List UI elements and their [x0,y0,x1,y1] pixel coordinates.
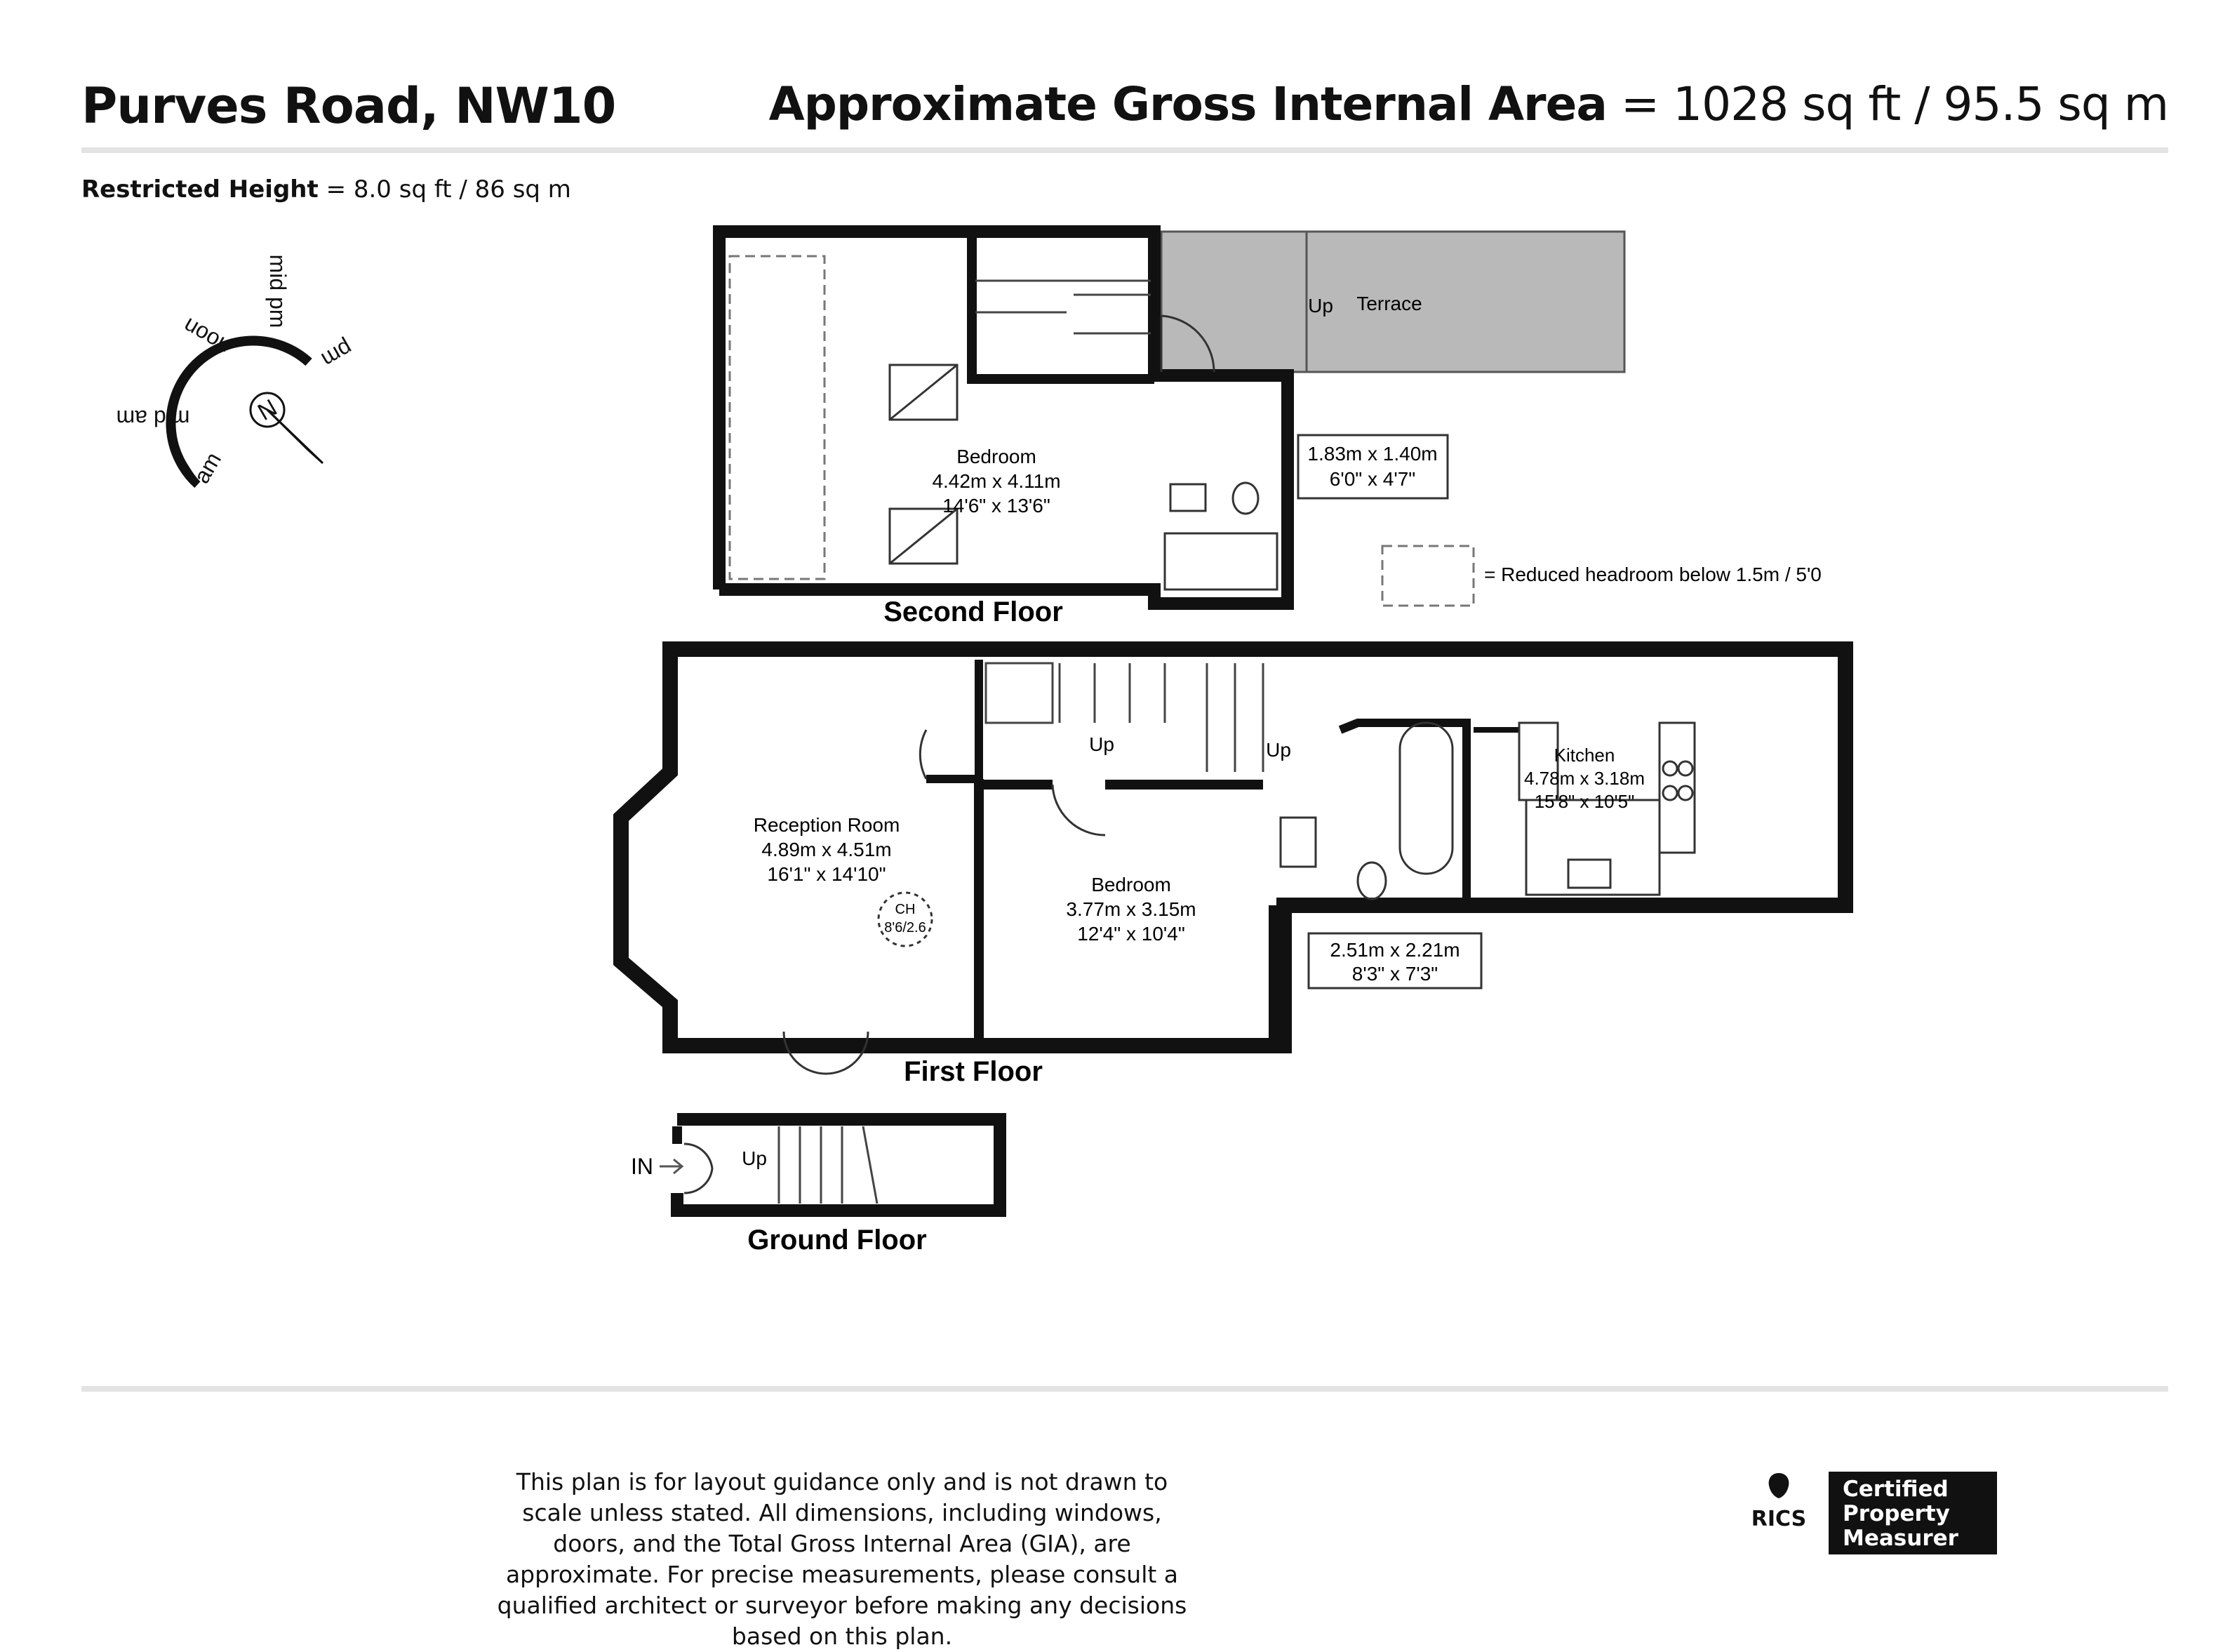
compass-arc [171,340,309,484]
ground-floor [631,1119,1000,1255]
bedroom-2f-imperial: 14'6" x 13'6" [942,495,1050,517]
ground-floor-up: Up [742,1147,767,1169]
page-title: Purves Road, NW10 [81,77,616,135]
compass-label-mid-am: mid am [116,406,190,431]
stair-treads [975,281,1151,333]
compass-north: N [253,393,281,425]
first-floor [621,649,1845,1087]
first-floor-landing-up: Up [1266,739,1291,761]
footer-divider [81,1386,2168,1392]
legend-text: = Reduced headroom below 1.5m / 5'0 [1484,564,1822,585]
ground-floor-stairs [779,1126,877,1204]
stair-wall [926,660,979,779]
kitchen-sink [1568,860,1610,888]
terrace-label: Terrace [1356,293,1422,314]
basin-2f [1170,484,1206,511]
wardrobe-top-cross [890,365,957,420]
first-floor-title: First Floor [904,1056,1043,1087]
reception-metric: 4.89m x 4.51m [761,839,892,860]
compass-label-am: am [188,448,227,488]
area-value: = 1028 sq ft / 95.5 sq m [1606,77,2168,131]
toilet-2f [1233,483,1258,514]
bathroom-2f-imperial: 6'0" x 4'7" [1329,468,1416,490]
toilet-1f [1358,862,1386,899]
rics-certified-badge [1829,1472,1997,1554]
reduced-headroom-area [730,256,824,579]
reception-imperial: 16'1" x 14'10" [767,863,886,885]
entrance-label: IN [631,1154,653,1179]
hob-icon [1663,761,1692,800]
disclaimer-text: This plan is for layout guidance only and is not drawn to scale unless stated. All dimensions, including windows, doors, and the Total Gross Internal Area (GIA), are approximate. For precise measurements, please consult a qualified architect or surveyor before making any decisions based on this plan. [497,1468,1187,1650]
compass-label-noon: noon [178,313,235,360]
first-floor-stairs-up: Up [1089,733,1114,755]
entrance-arrow-icon [660,1159,682,1173]
kitchen-name: Kitchen [1554,745,1615,766]
compass-label-mid-pm: mid pm [265,254,291,328]
kitchen-imperial: 15'8" x 10'5" [1534,791,1635,812]
badge-line-2: Property [1843,1501,1950,1526]
rics-logo [1747,1470,1810,1531]
restricted-value: = 8.0 sq ft / 86 sq m [318,175,571,204]
bedroom-1f-imperial: 12'4" x 10'4" [1077,923,1185,945]
legend-swatch [1382,546,1474,606]
bathroom-1f-imperial: 8'3" x 7'3" [1351,963,1438,985]
bedroom-2f-metric: 4.42m x 4.11m [932,470,1061,492]
restricted-label: Restricted Height [81,175,319,204]
compass-icon [116,255,357,488]
badge-line-3: Measurer [1843,1526,1958,1551]
rics-logo-text: RICS [1751,1507,1807,1531]
badge-line-1: Certified [1843,1477,1949,1502]
wardrobe-bottom-cross [890,509,957,564]
reception-name: Reception Room [753,814,900,836]
basin-1f [1281,818,1316,867]
reception-door-swing [920,730,926,779]
compass-label-pm: pm [317,335,357,373]
ch-value: 8'6/2.6 [884,920,926,935]
bathroom-2f-metric: 1.83m x 1.40m [1307,443,1438,465]
entrance-door-swing [684,1144,712,1193]
bedroom-door-swing [1053,785,1105,835]
bedroom-1f-metric: 3.77m x 3.15m [1066,898,1196,920]
lion-icon [1762,1470,1796,1501]
bathroom-1f-metric: 2.51m x 2.21m [1330,939,1460,961]
bedroom-1f-name: Bedroom [1091,874,1171,895]
ground-floor-title: Ground Floor [747,1225,927,1255]
ground-floor-wall [677,1119,1000,1211]
second-floor-title: Second Floor [883,597,1063,627]
ch-label: CH [895,902,916,917]
second-floor-wall-north [719,232,1154,589]
second-floor-stair-wall [972,232,1154,379]
kitchen-counter [1526,800,1660,895]
bedroom-2f-name: Bedroom [956,446,1036,467]
kitchen-metric: 4.78m x 3.18m [1524,768,1645,789]
bathtub-1f [1400,723,1453,874]
second-floor-up: Up [1308,295,1333,317]
bathtub-2f [1165,533,1277,589]
area-label: Approximate Gross Internal Area [768,77,1607,131]
first-floor-stairs [986,663,1263,772]
ch-marker [879,893,932,946]
